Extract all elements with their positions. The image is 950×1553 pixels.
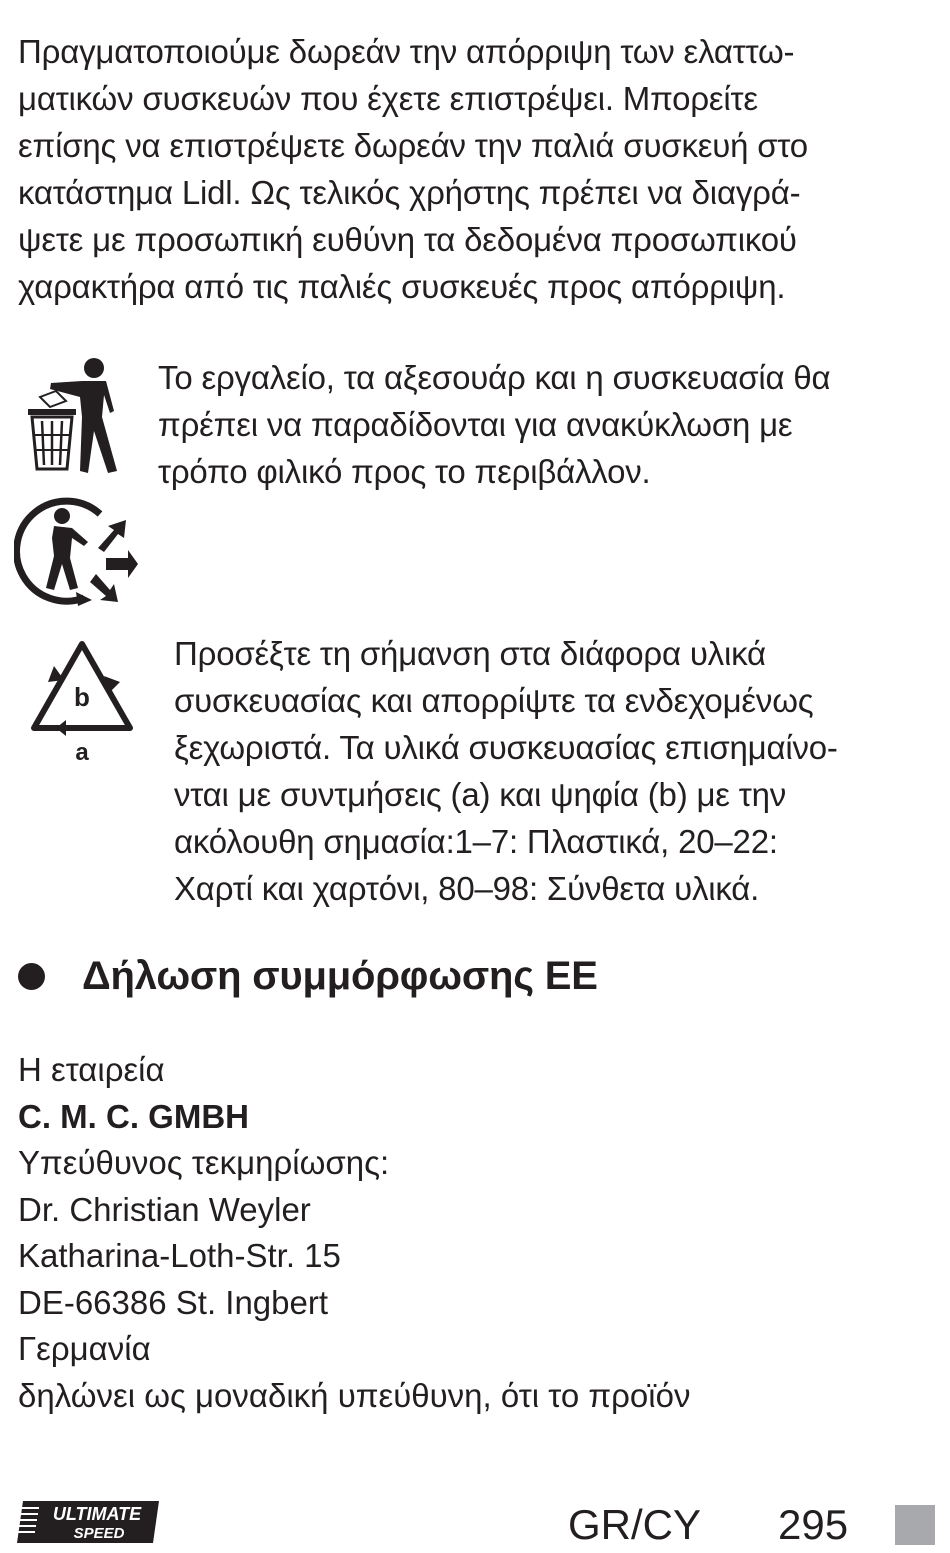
recycling-triangle-icon: [26, 636, 138, 766]
bullet-dot-icon: [18, 963, 45, 990]
section-title: Δήλωση συμμόρφωσης ΕΕ: [82, 953, 598, 998]
marking-line: ξεχωριστά. Τα υλικά συσκευασίας επισημαίνο-: [174, 729, 838, 766]
company-name: C. M. C. GMBH: [18, 1097, 249, 1135]
marking-line: Χαρτί και χαρτόνι, 80–98: Σύνθετα υλικά.: [174, 870, 760, 907]
marking-line: Προσέξτε τη σήμανση στα διάφορα υλικά: [174, 635, 766, 672]
marking-line: συσκευασίας και απορρίψτε τα ενδεχομένως: [174, 682, 814, 719]
intro-line: κατάστημα Lidl. Ως τελικός χρήστης πρέπει να διαγρά-: [18, 174, 801, 211]
address-line: Γερμανία: [18, 1330, 151, 1367]
intro-line: ματικών συσκευών που έχετε επιστρέψει. Μπορείτε: [18, 80, 758, 117]
ultimate-speed-logo: [17, 1499, 159, 1545]
page-number: 295: [778, 1501, 849, 1548]
address-line: Η εταιρεία: [18, 1051, 165, 1088]
recycling-line: Το εργαλείο, τα αξεσουάρ και η συσκευασία θα: [158, 359, 831, 396]
recycling-code-number: b: [74, 682, 90, 712]
recycling-paragraph: [158, 354, 938, 495]
logo-text-bottom: SPEED: [73, 1525, 125, 1542]
marking-line: ακόλουθη σημασία:1–7: Πλαστικά, 20–22:: [174, 823, 778, 860]
recycling-code-abbreviation: a: [75, 739, 89, 766]
logo-text-top: ULTIMATE: [52, 1504, 142, 1524]
intro-line: Πραγματοποιούμε δωρεάν την απόρριψη των ελαττω-: [18, 33, 795, 70]
address-line: Dr. Christian Weyler: [18, 1190, 311, 1228]
page-edge-marker: [895, 1505, 935, 1545]
intro-line: χαρακτήρα από τις παλιές συσκευές προς απόρριψη.: [18, 268, 786, 305]
recycling-line: πρέπει να παραδίδονται για ανακύκλωση με: [158, 406, 793, 443]
address-line: Katharina-Loth-Str. 15: [18, 1237, 341, 1274]
packaging-marking-paragraph: [174, 630, 939, 912]
intro-line: επίσης να επιστρέψετε δωρεάν την παλιά συσκευή στο: [18, 127, 808, 164]
marking-line: νται με συντμήσεις (a) και ψηφία (b) με την: [174, 776, 787, 813]
address-line: δηλώνει ως μοναδική υπεύθυνη, ότι το προϊόν: [18, 1376, 691, 1414]
intro-line: ψετε με προσωπική ευθύνη τα δεδομένα προσωπικού: [18, 221, 797, 258]
recycling-line: τρόπο φιλικό προς το περιβάλλον.: [158, 453, 651, 490]
section-heading: [18, 948, 598, 1004]
address-line: DE-66386 St. Ingbert: [18, 1283, 329, 1321]
address-line: Υπεύθυνος τεκμηρίωσης:: [18, 1144, 390, 1181]
triman-recycling-icon: [14, 492, 138, 607]
waste-bin-disposal-icon: [22, 355, 126, 477]
manufacturer-address: [18, 1047, 690, 1419]
intro-paragraph: [18, 28, 933, 310]
footer-language-code: GR/CY: [568, 1501, 702, 1548]
